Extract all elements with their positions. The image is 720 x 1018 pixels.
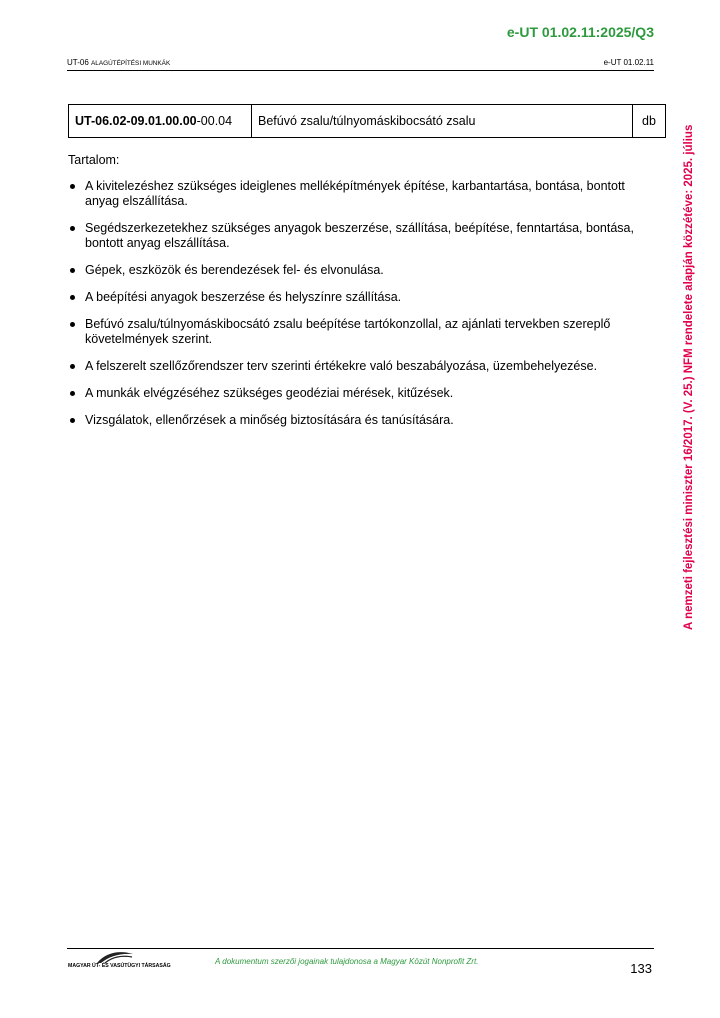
item-code-suffix: -00.04 xyxy=(196,114,233,128)
bullet-icon xyxy=(70,184,75,189)
society-logo xyxy=(68,950,171,972)
list-item: Segédszerkezetekhez szükséges anyagok beszerzése, szállítása, beépítése, fenntartása, bontása, bontott anyag elszállítása. xyxy=(68,221,648,251)
bullet-icon xyxy=(70,268,75,273)
bullet-icon xyxy=(70,295,75,300)
item-table xyxy=(68,104,666,138)
list-item: Befúvó zsalu/túlnyomáskibocsátó zsalu beépítése tartókonzollal, az ajánlati tervekben szereplő követelmények szerint. xyxy=(68,317,648,347)
content-label: Tartalom: xyxy=(68,153,120,167)
document-code: e-UT 01.02.11:2025/Q3 xyxy=(506,24,654,40)
list-item: Gépek, eszközök és berendezések fel- és elvonulása. xyxy=(68,263,648,278)
item-row xyxy=(69,105,666,138)
logo-text: MAGYAR ÚT- ÉS VASÚTÜGYI TÁRSASÁG xyxy=(68,963,171,969)
standard-reference: e-UT 01.02.11 xyxy=(603,58,654,67)
bullet-icon xyxy=(70,364,75,369)
footer-divider xyxy=(67,948,654,949)
list-item: A munkák elvégzéséhez szükséges geodéziai mérések, kitűzések. xyxy=(68,386,648,401)
list-item: Vizsgálatok, ellenőrzések a minőség biztosítására és tanúsítására. xyxy=(68,413,648,428)
content-list xyxy=(68,179,648,440)
running-header xyxy=(67,58,654,71)
publication-side-note: A nemzeti fejlesztési miniszter 16/2017. (V. 25.) NFM rendelete alapján közzétéve: 2025. július xyxy=(683,124,695,630)
bullet-icon xyxy=(70,226,75,231)
item-code xyxy=(69,105,252,138)
list-item: A kivitelezéshez szükséges ideiglenes melléképítmények építése, karbantartása, bontása, bontott anyag elszállítása. xyxy=(68,179,648,209)
bullet-icon xyxy=(70,418,75,423)
page-number: 133 xyxy=(630,961,652,976)
copyright-notice: A dokumentum szerzői jogainak tulajdonosa a Magyar Közút Nonprofit Zrt. xyxy=(215,957,479,966)
section-prefix: UT-06 xyxy=(67,58,92,67)
bullet-icon xyxy=(70,391,75,396)
road-swoosh-icon xyxy=(96,950,134,964)
item-description: Befúvó zsalu/túlnyomáskibocsátó zsalu xyxy=(252,105,633,138)
list-item: A felszerelt szellőzőrendszer terv szerinti értékekre való beszabályozása, üzembehelyezése. xyxy=(68,359,648,374)
list-item: A beépítési anyagok beszerzése és helyszínre szállítása. xyxy=(68,290,648,305)
item-unit: db xyxy=(633,105,666,138)
section-name: ALAGÚTÉPÍTÉSI MUNKÁK xyxy=(91,60,171,67)
bullet-icon xyxy=(70,322,75,327)
item-code-main: UT-06.02-09.01.00.00 xyxy=(75,114,197,128)
section-title xyxy=(67,58,170,67)
